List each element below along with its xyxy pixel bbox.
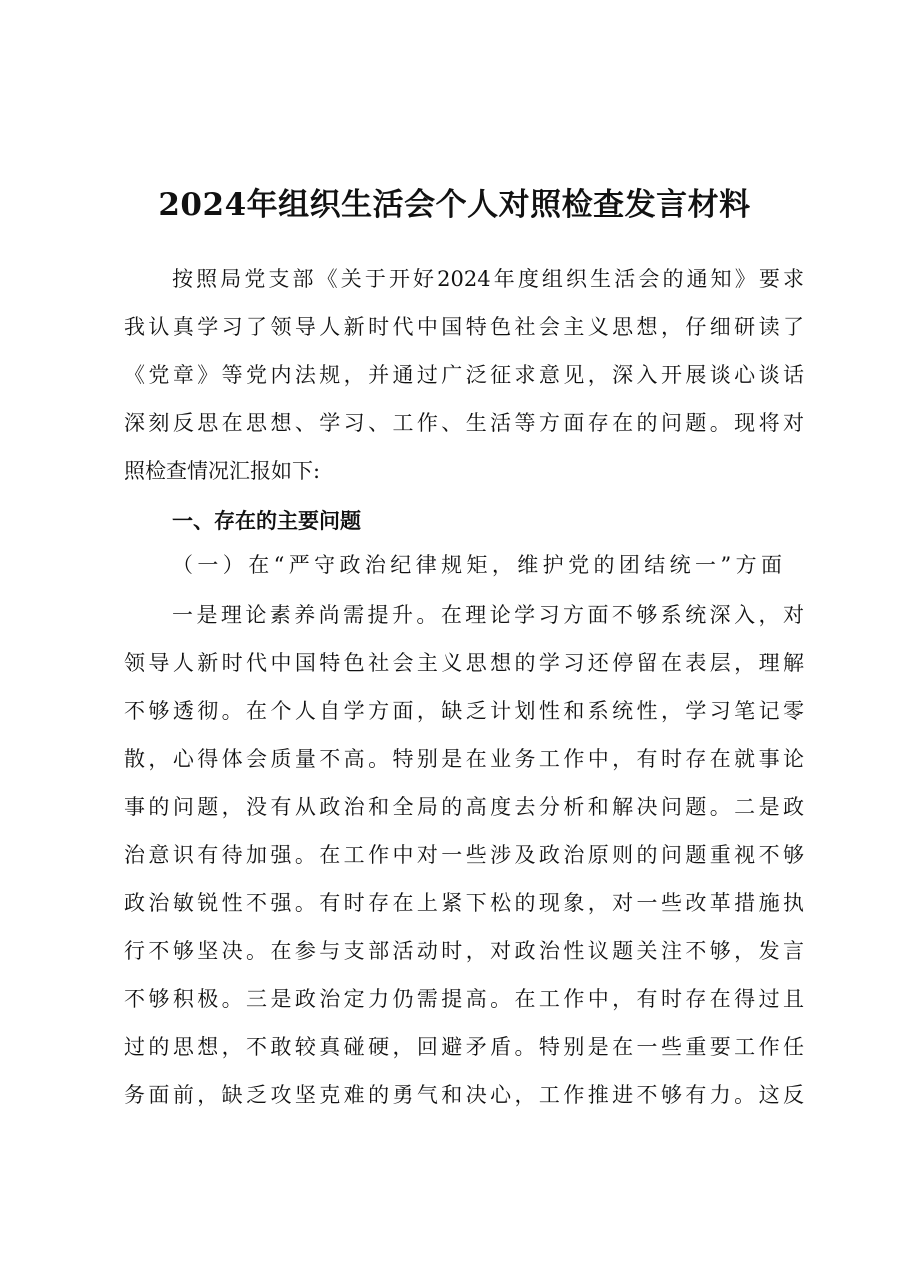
body-line: 不够透彻。在个人自学方面，缺乏计划性和系统性，学习笔记零 — [124, 699, 804, 723]
document-title: 2024年组织生活会个人对照检查发言材料 — [158, 187, 751, 223]
subsection-heading: （一）在“严守政治纪律规矩，维护党的团结统一”方面 — [172, 553, 782, 577]
intro-line: 我认真学习了领导人新时代中国特色社会主义思想，仔细研读了 — [124, 315, 804, 339]
body-line: 政治敏锐性不强。有时存在上紧下松的现象，对一些改革措施执 — [124, 891, 804, 915]
intro-line: 按照局党支部《关于开好2024年度组织生活会的通知》要求 — [172, 267, 804, 291]
intro-line: 《党章》等党内法规，并通过广泛征求意见，深入开展谈心谈话 — [124, 363, 804, 387]
body-line: 事的问题，没有从政治和全局的高度去分析和解决问题。二是政 — [124, 795, 804, 819]
body-line: 不够积极。三是政治定力仍需提高。在工作中，有时存在得过且 — [124, 987, 804, 1011]
body-line: 行不够坚决。在参与支部活动时，对政治性议题关注不够，发言 — [124, 939, 804, 963]
intro-line: 深刻反思在思想、学习、工作、生活等方面存在的问题。现将对 — [124, 411, 804, 435]
body-line: 过的思想，不敢较真碰硬，回避矛盾。特别是在一些重要工作任 — [124, 1035, 804, 1059]
section-heading: 一、存在的主要问题 — [172, 509, 361, 533]
body-line: 散，心得体会质量不高。特别是在业务工作中，有时存在就事论 — [124, 747, 804, 771]
body-line: 领导人新时代中国特色社会主义思想的学习还停留在表层，理解 — [124, 651, 804, 675]
body-line: 一是理论素养尚需提升。在理论学习方面不够系统深入，对 — [172, 603, 804, 627]
body-line: 务面前，缺乏攻坚克难的勇气和决心，工作推进不够有力。这反 — [124, 1083, 804, 1107]
body-line: 治意识有待加强。在工作中对一些涉及政治原则的问题重视不够 — [124, 843, 804, 867]
intro-line: 照检查情况汇报如下: — [124, 459, 321, 483]
